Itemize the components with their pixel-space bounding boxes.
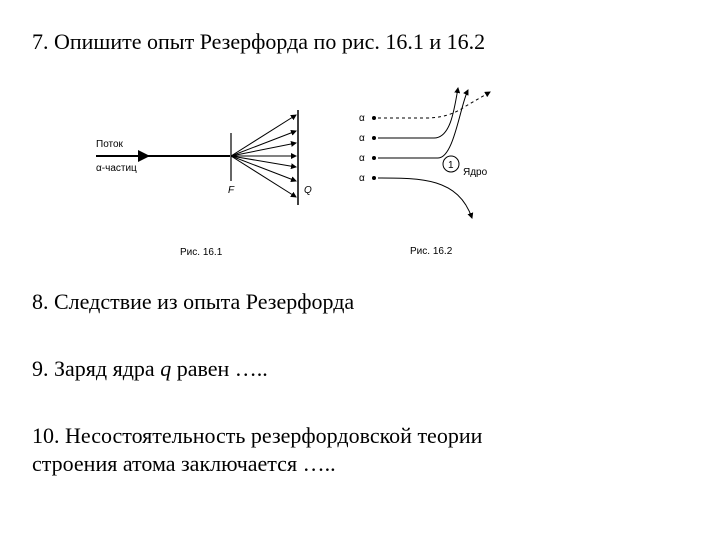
svg-text:α: α bbox=[359, 113, 365, 124]
particle-row-1 bbox=[359, 113, 376, 124]
figure-16-1 bbox=[90, 105, 330, 265]
particle-row-4 bbox=[359, 173, 376, 184]
stream-label-line2: α-частиц bbox=[96, 163, 137, 174]
nucleus-number: 1 bbox=[448, 160, 454, 171]
question-8: 8. Следствие из опыта Резерфорда bbox=[32, 289, 355, 314]
question-9-variable: q bbox=[160, 356, 172, 381]
figure-16-2 bbox=[350, 78, 520, 263]
scattered-rays bbox=[231, 115, 296, 197]
svg-text:α: α bbox=[359, 173, 365, 184]
question-7: 7. Опишите опыт Резерфорда по рис. 16.1 и 16.2 bbox=[32, 29, 486, 54]
question-10-line2: строения атома заключается ….. bbox=[32, 451, 336, 476]
question-9-prefix: 9. Заряд ядра bbox=[32, 356, 161, 381]
particle-row-2 bbox=[359, 133, 376, 144]
figure-16-2-caption: Рис. 16.2 bbox=[410, 246, 453, 257]
question-9-suffix: равен ….. bbox=[171, 356, 268, 381]
point-f-label: F bbox=[228, 185, 235, 196]
figure-16-1-caption: Рис. 16.1 bbox=[180, 247, 223, 258]
nucleus-label: Ядро bbox=[463, 167, 488, 178]
svg-text:α: α bbox=[359, 153, 365, 164]
particle-row-3 bbox=[359, 153, 376, 164]
question-10-line1: 10. Несостоятельность резерфордовской теории bbox=[32, 423, 483, 448]
stream-label-line1: Поток bbox=[96, 139, 123, 150]
trajectories bbox=[378, 88, 490, 218]
question-9 bbox=[32, 355, 268, 383]
question-10 bbox=[32, 422, 482, 478]
point-q-label: Q bbox=[304, 185, 312, 196]
svg-text:α: α bbox=[359, 133, 365, 144]
